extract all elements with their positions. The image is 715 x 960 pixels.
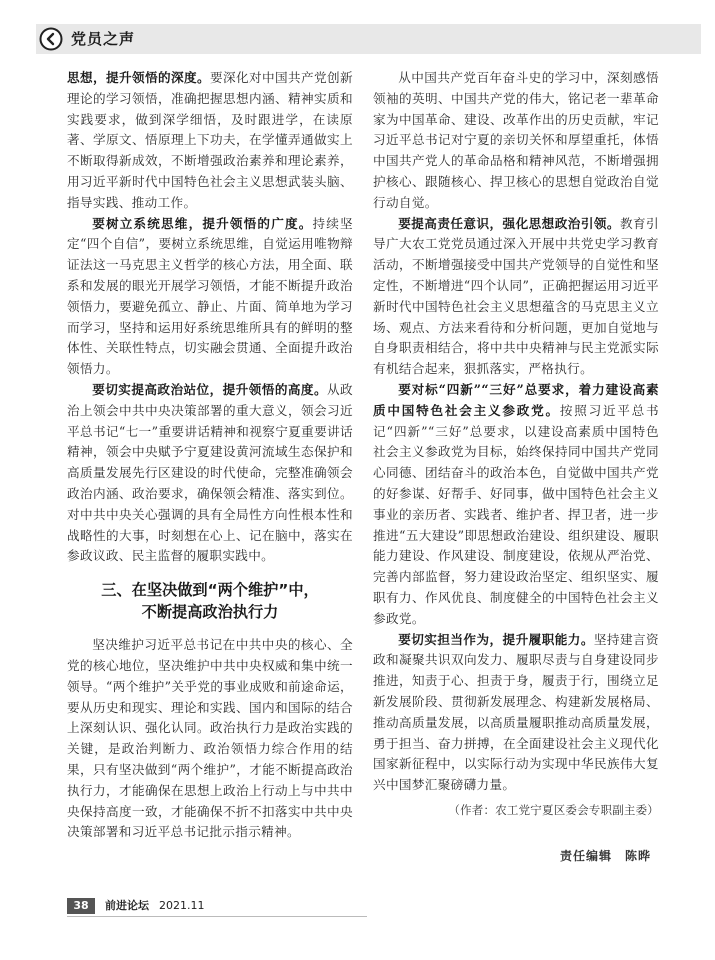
paragraph-lead: 思想，提升领悟的深度。 [67, 70, 211, 85]
issue-date: 2021.11 [159, 899, 205, 912]
paragraph-lead: 要树立系统思维，提升领悟的广度。 [92, 215, 313, 231]
paragraph [67, 635, 353, 843]
paragraph-body: 坚持建言资政和凝聚共识双向发力、履职尽责与自身建设同步推进，知责于心、担责于身，履责于行，围绕立足新发展阶段、贯彻新发展理念、构建新发展格局、推动高质量发展，以高质量履职推动高质量发展，勇于担当、奋力拼搏，在全面建设社会主义现代化国家新征程中，以实际行动为实现中华民族伟大复兴中国梦汇聚磅礴力量。 [373, 631, 660, 793]
responsible-editor: 责任编辑 陈晔 [559, 848, 651, 863]
paragraph-body: 持续坚定“四个自信”，要树立系统思维，自觉运用唯物辩证法这一马克思主义哲学的核心方法，用全面、联系和发展的眼光开展学习领悟，才能不断提升政治领悟力，要避免孤立、静止、片面、简单地为学习而学习，坚持和运用好系统思维所具有的鲜明的整体性、关联性特点，切实融会贯通、全面提升政治领悟力。 [67, 215, 353, 377]
section-heading [67, 579, 353, 623]
paragraph-lead: 要切实担当作为，提升履职能力。 [398, 631, 594, 647]
publication-name: 前进论坛 [105, 899, 149, 912]
paragraph [67, 68, 353, 214]
section-heading-line-2: 不断提高政治执行力 [141, 603, 279, 622]
paragraph-body: 从中国共产党百年奋斗史的学习中，深刻感悟领袖的英明、中国共产党的伟大，铭记老一辈革命家为中国革命、建设、改革作出的历史贡献，牢记习近平总书记对宁夏的亲切关怀和厚望重托，体悟中国共产党人的革命品格和精神风范，不断增强拥护核心、跟随核心、捍卫核心的思想自觉政治自觉行动自觉。 [373, 70, 659, 210]
paragraph-body: 按照习近平总书记“四新”“三好”总要求，以建设高素质中国特色社会主义参政党为目标，始终保持同中国共产党同心同德、团结奋斗的政治本色，自觉做中国共产党的好参谋、好帮手、好同事，做中国特色社会主义事业的亲历者、实践者、维护者、捍卫者，进一步推进“五大建设”即思想政治建设、组织建设、履职能力建设、作风建设、制度建设，依规从严治党、完善内部监督，努力建设政治坚定、组织坚实、履职有力、作风优良、制度健全的中国特色社会主义参政党。 [373, 402, 659, 626]
arrow-circle-icon [39, 27, 63, 51]
paragraph-body: 从政治上领会中共中央决策部署的重大意义，领会习近平总书记“七一”重要讲话精神和视察宁夏重要讲话精神，领会中央赋予宁夏建设黄河流域生态保护和高质量发展先行区建设的时代使命，完整准确领会政治内涵、政治要求，确保领会精准、落实到位。对中共中央关心强调的具有全局性方向性根本性和战略性的大事，时刻想在心上、记在脑中，落实在参政议政、民主监督的履职实践中。 [67, 381, 353, 564]
header-bar [36, 24, 701, 54]
paragraph-body: 坚决维护习近平总书记在中共中央的核心、全党的核心地位，坚决维护中共中央权威和集中统一领导。“两个维护”关乎党的事业成败和前途命运，要从历史和现实、理论和实践、国内和国际的结合上深刻认识、强化认同。政治执行力是政治实践的关键，是政治判断力、政治领悟力综合作用的结果，只有坚决做到“两个维护”，才能不断提高政治执行力，才能确保在思想上政治上行动上与中共中央保持高度一致，才能确保不折不扣落实中共中央决策部署和习近平总书记批示指示精神。 [67, 637, 353, 840]
paragraph [373, 68, 659, 214]
author-note: （作者：农工党宁夏区委会专职副主委） [448, 802, 659, 817]
page-header [0, 0, 715, 60]
paragraph [67, 380, 353, 567]
paragraph [373, 214, 659, 380]
paragraph-body: 要深化对中国共产党创新理论的学习领悟，准确把握思想内涵、精神实质和实践要求，做到深学细悟，及时跟进学，在读原著、学原文、悟原理上下功夫，在学懂弄通做实上不断取得新成效，不断增强政治素养和理论素养，用习近平新时代中国特色社会主义思想武装头脑、指导实践、推动工作。 [67, 70, 353, 210]
left-column [67, 68, 353, 843]
section-title: 党员之声 [71, 30, 136, 48]
paragraph-body: 教育引导广大农工党党员通过深入开展中共党史学习教育活动，不断增强接受中国共产党领导的自觉性和坚定性，不断增进“四个认同”，正确把握运用习近平新时代中国特色社会主义思想蕴含的马克思主义立场、观点、方法来看待和分析问题，更加自觉地与自身职责相结合，将中共中央精神与民主党派实际有机结合起来，狠抓落实，严格执行。 [373, 215, 659, 377]
page-number: 38 [67, 898, 95, 914]
paragraph-lead: 要提高责任意识，强化思想政治引领。 [398, 215, 620, 231]
paragraph [67, 214, 353, 380]
paragraph [373, 630, 659, 796]
section-heading-line-1: 三、在坚决做到“两个维护”中， [101, 581, 319, 600]
paragraph [373, 380, 659, 630]
right-column [373, 68, 659, 866]
paragraph-lead: 要切实提高政治站位，提升领悟的高度。 [92, 381, 327, 397]
footer-divider [67, 916, 367, 917]
paragraph-lead: 要对标“四新”“三好”总要求，着力建设高素质中国特色社会主义参政党。 [373, 381, 659, 418]
